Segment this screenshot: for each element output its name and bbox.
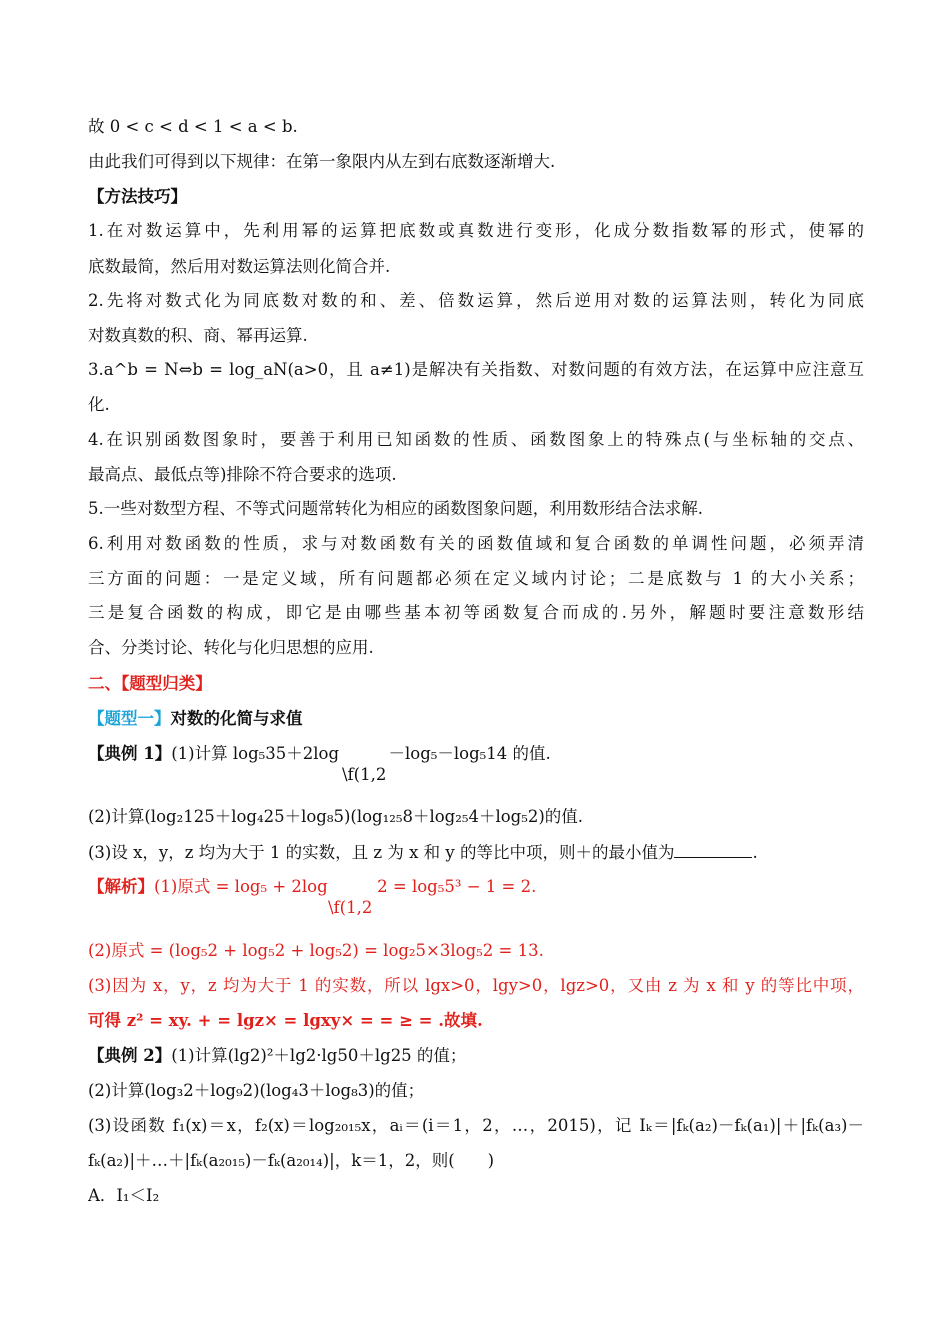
text-line: 故 0 < c < d < 1 < a < b. xyxy=(88,117,298,136)
example-tag: 【典例 1】 xyxy=(88,744,172,763)
option-a: A．I₁＜I₂ xyxy=(88,1186,160,1205)
example-2-line xyxy=(88,1045,864,1067)
text-line: (2)计算(log₃2＋log₉2)(log₄3＋log₈3)的值； xyxy=(88,1081,425,1100)
solution-line xyxy=(88,876,864,898)
text-line: 6.利用对数函数的性质，求与对数函数有关的函数值域和复合函数的单调性问题，必须弄清 xyxy=(88,534,864,553)
solution-tag: 【解析】 xyxy=(88,877,154,896)
text-line: 三方面的问题：一是定义域，所有问题都必须在定义域内讨论；二是底数与 1 的大小关系； xyxy=(88,569,864,588)
topic-heading xyxy=(88,708,864,730)
text-line: 4.在识别函数图象时，要善于利用已知函数的性质、函数图象上的特殊点(与坐标轴的交点、 xyxy=(88,430,864,449)
solution-line: (3)因为 x，y，z 均为大于 1 的实数，所以 lgx>0，lgy>0，lgz>0，又由 z 为 x 和 y 的等比中项， xyxy=(88,976,864,995)
text-line: 化. xyxy=(88,395,110,414)
topic-title: 对数的化简与求值 xyxy=(170,709,303,728)
example-text: (1)计算(lg2)²＋lg2·lg50＋lg25 的值； xyxy=(171,1046,467,1065)
topic-tag: 【题型一】 xyxy=(88,709,171,728)
answer-blank xyxy=(674,841,752,858)
text-line: 由此我们可得到以下规律：在第一象限内从左到右底数逐渐增大. xyxy=(88,152,556,171)
text-line: 最高点、最低点等)排除不符合要求的选项. xyxy=(88,465,397,484)
text-line: 底数最简，然后用对数运算法则化简合并. xyxy=(88,257,391,276)
text-line: 5.一些对数型方程、不等式问题常转化为相应的函数图象问题，利用数形结合法求解. xyxy=(88,499,703,518)
text-line: 1.在对数运算中，先利用幂的运算把底数或真数进行变形，化成分数指数幂的形式，使幂的 xyxy=(88,221,864,240)
text-line: (3)设函数 f₁(x)＝x，f₂(x)＝log₂₀₁₅x，aᵢ＝(i＝1，2，…，2015)，记 Iₖ＝|fₖ(a₂)－fₖ(a₁)|＋|fₖ(a₃)－ xyxy=(88,1116,864,1135)
text-line xyxy=(88,841,864,864)
text-line: 对数真数的积、商、幂再运算. xyxy=(88,326,308,345)
text-line: (2)计算(log₂125＋log₄25＋log₈5)(log₁₂₅8＋log₂₅4＋log₅2)的值. xyxy=(88,807,584,826)
text-line: 2.先将对数式化为同底数对数的和、差、倍数运算，然后逆用对数的运算法则，转化为同底 xyxy=(88,291,864,310)
section-heading: 【方法技巧】 xyxy=(88,187,187,206)
question-text: (3)设 x，y，z 均为大于 1 的实数，且 z 为 x 和 y 的等比中项，则＋的最小值为 xyxy=(88,843,675,862)
solution-text: (1)原式 = log₅ + 2log 2 = log₅5³ − 1 = 2. xyxy=(154,877,537,896)
example-text: (1)计算 log₅35＋2log －log₅－log₅14 的值. xyxy=(171,744,551,763)
solution-line: (2)原式 = (log₅2 + log₅2 + log₅2) = log₂5×3log₅2 = 13. xyxy=(88,941,544,960)
period: . xyxy=(752,843,758,862)
section-heading: 二、【题型归类】 xyxy=(88,674,212,693)
fraction-placeholder: \f(1,2 xyxy=(328,898,373,917)
solution-line: 可得 z² = xy. + = lgz× = lgxy× = = ≥ = .故填. xyxy=(88,1011,483,1030)
text-line: 三是复合函数的构成，即它是由哪些基本初等函数复合而成的.另外，解题时要注意数形结 xyxy=(88,603,864,622)
example-tag: 【典例 2】 xyxy=(88,1046,172,1065)
text-line: 合、分类讨论、转化与化归思想的应用. xyxy=(88,638,374,657)
fraction-placeholder: \f(1,2 xyxy=(342,765,387,784)
text-line: fₖ(a₂)|＋…＋|fₖ(a₂₀₁₅)－fₖ(a₂₀₁₄)|，k＝1，2，则( ) xyxy=(88,1151,495,1170)
example-1-line xyxy=(88,743,864,765)
text-line: 3.a^b = N⇔b = log_aN(a>0，且 a≠1)是解决有关指数、对数问题的有效方法，在运算中应注意互 xyxy=(88,360,864,379)
